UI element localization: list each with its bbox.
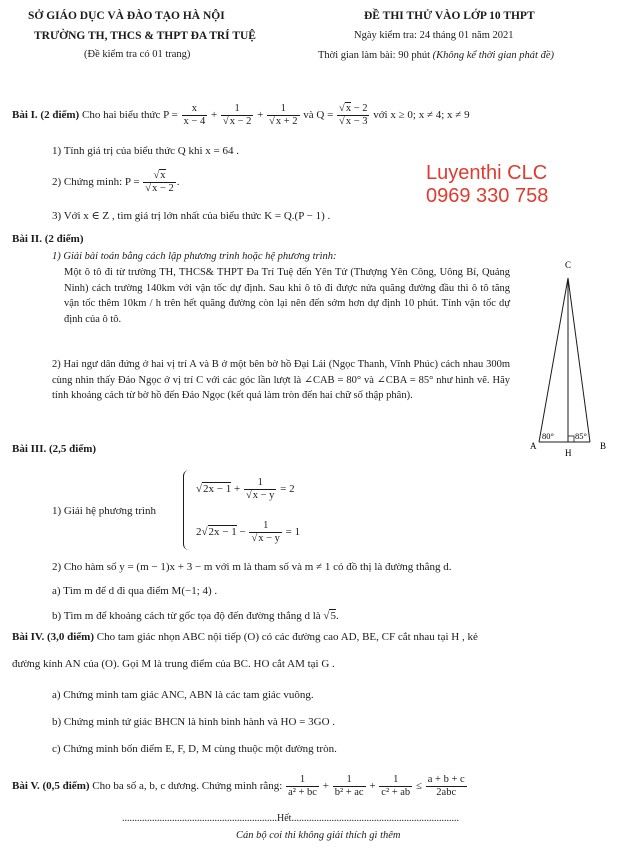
bai1-line: Bài I. (2 điểm) Cho hai biểu thức P = $\frac{x}{x - 4}$ + $\frac{1}{√x - 2}$ + $\frac{1}{√x + 2}$ và Q = $\frac{√x - 2}{√x - 3}$ với x ≥ 0; x ≠ 4; x ≠ 9 [12, 103, 470, 127]
system-eq1: √2x − 1 + $\frac{1}{√x - y}$ = 2 [196, 477, 295, 501]
bai5-term-1: $\frac{1}{\text{a² + bc}}$ [288, 774, 317, 798]
bai4-c: c) Chứng minh bốn điểm E, F, D, M cùng thuộc một đường tròn. [52, 743, 337, 755]
bai1-intro: Cho hai biểu thức [81, 109, 161, 122]
label-a: A [530, 441, 537, 451]
bai3-qb: b) Tìm m để khoảng cách từ gốc tọa độ đến đường thẳng d là √5. [52, 610, 339, 622]
label-angle-a: 80° [542, 431, 554, 441]
bai1-title: Bài I. (2 điểm) [12, 109, 80, 122]
bai5-rhs: $\frac{a + b + c}{\text{2abc}}$ [427, 774, 465, 798]
bai4-title: Bài IV. (3,0 điểm) [12, 631, 94, 643]
p-prefix: P = [163, 109, 178, 122]
header-dept: SỞ GIÁO DỤC VÀ ĐÀO TẠO HÀ NỘI [28, 10, 225, 22]
bai5-term-2: $\frac{1}{\text{b² + ac}}$ [334, 774, 364, 798]
header-pages: (Đề kiểm tra có 01 trang) [84, 49, 191, 60]
bai1-q2: 2) Chứng minh: P = $\frac{√x}{√x - 2}$ . [52, 170, 180, 194]
bai1-conditions: với x ≥ 0; x ≠ 4; x ≠ 9 [373, 109, 470, 122]
exam-date: Ngày kiểm tra: 24 tháng 01 năm 2021 [354, 30, 514, 41]
bai2-q2-body: 2) Hai ngư dân đứng ở hai vị trí A và B ở một bên bờ hồ Đại Lải (Ngọc Thanh, Vĩnh Phúc) cách nhau 300m cùng nhìn thấy Đảo Ngọc ở vị trí C với các góc lần lượt là ∠CAB = 80° và ∠CBA = 85° như hình vẽ. Hãy tính khoảng cách từ bờ hồ đến Đảo Ngọc (kết quả làm tròn đến hai chữ số thập phân). [52, 359, 510, 401]
q-fraction: $\frac{√x - 2}{√x - 3}$ [339, 103, 368, 127]
header-school: TRƯỜNG TH, THCS & THPT ĐA TRÍ TUỆ [34, 30, 256, 42]
watermark-phone: 0969 330 758 [426, 185, 549, 207]
exam-time [318, 50, 554, 61]
bai5-line: Bài V. (0,5 điểm) Cho ba số a, b, c dương. Chứng minh rằng: $\frac{1}{\text{a² + bc}}$ + $\frac{1}{\text{b² + ac}}$ + $\frac{1}{\text{c² + ab}}$ ≤ $\frac{a + b + c}{\text{2abc}}$ [12, 774, 465, 798]
p-fraction-1: $\frac{x}{x - 4}$ [183, 103, 206, 127]
bai3-q1-label: 1) Giải hệ phương trình [52, 505, 157, 517]
label-h: H [565, 448, 572, 458]
bai4-b: b) Chứng minh tứ giác BHCN là hình bình hành và HO = 3GO . [52, 716, 336, 728]
right-angle-mark [568, 436, 574, 442]
bai5-title: Bài V. (0,5 điểm) [12, 780, 90, 793]
q-prefix: và Q = [303, 109, 334, 122]
watermark-name: Luyenthi CLC [426, 162, 548, 184]
bai1-q3: 3) Với x ∈ Z , tìm giá trị lớn nhất của biểu thức K = Q.(P − 1) . [52, 210, 331, 222]
system-eq2: 2√2x − 1 − $\frac{1}{√x - y}$ = 1 [196, 520, 301, 544]
label-c: C [565, 260, 572, 270]
bai4-a: a) Chứng minh tam giác ANC, ABN là các tam giác vuông. [52, 689, 314, 701]
bai2-q1-head: 1) Giải bài toán bằng cách lập phương trình hoặc hệ phương trình: [52, 251, 337, 262]
bai4-line1: Bài IV. (3,0 điểm) Cho tam giác nhọn ABC nội tiếp (O) có các đường cao AD, BE, CF cắt nhau tại H , kẻ [12, 631, 478, 643]
p-fraction-3: $\frac{1}{√x + 2}$ [269, 103, 298, 127]
p-fraction-2: $\frac{1}{√x - 2}$ [222, 103, 252, 127]
end-mark: ..............................................................Hết................................................................... [122, 813, 459, 824]
segment-ca [539, 278, 568, 442]
label-angle-b: 85° [575, 431, 587, 441]
bai2-q1-body: Một ô tô đi từ trường TH, THCS& THPT Đa Trí Tuệ đến Yên Tử (Thượng Yên Công, Uông Bí, Quảng Ninh) cách trường 140km với vận tốc dự định. Sau khi ô tô đi được nửa quãng đường đầu thì ô tô tăng vận tốc thêm 10km / h trên hết quãng đường còn lại nên đến sớm hơn dự định 10 phút. Tính vận tốc dự định của ô tô. [64, 267, 510, 325]
bai4-line2: đường kính AN của (O). Gọi M là trung điểm của BC. HO cắt AM tại G . [12, 658, 335, 670]
bai2-title: Bài II. (2 điểm) [12, 233, 84, 245]
bai3-q2: 2) Cho hàm số y = (m − 1)x + 3 − m với m là tham số và m ≠ 1 có đồ thị là đường thẳng d. [52, 561, 452, 573]
q2-fraction: $\frac{√x}{√x - 2}$ [145, 170, 174, 194]
bai3-qa: a) Tìm m để d đi qua điểm M(−1; 4) . [52, 585, 218, 597]
bai1-q1: 1) Tính giá trị của biểu thức Q khi x = 64 . [52, 145, 240, 157]
segment-cb [568, 278, 590, 442]
label-b: B [600, 441, 607, 451]
system-brace [183, 470, 192, 550]
exam-title: ĐỀ THI THỬ VÀO LỚP 10 THPT [364, 10, 535, 22]
exam-time-note: (Không kể thời gian phát đề) [432, 50, 555, 61]
bai3-title: Bài III. (2,5 điểm) [12, 443, 97, 455]
bai5-term-3: $\frac{1}{\text{c² + ab}}$ [381, 774, 411, 798]
triangle-figure [528, 256, 618, 462]
footer-note: Cán bộ coi thi không giải thích gì thêm [236, 830, 401, 841]
exam-time-label: Thời gian làm bài: 90 phút [318, 50, 430, 61]
